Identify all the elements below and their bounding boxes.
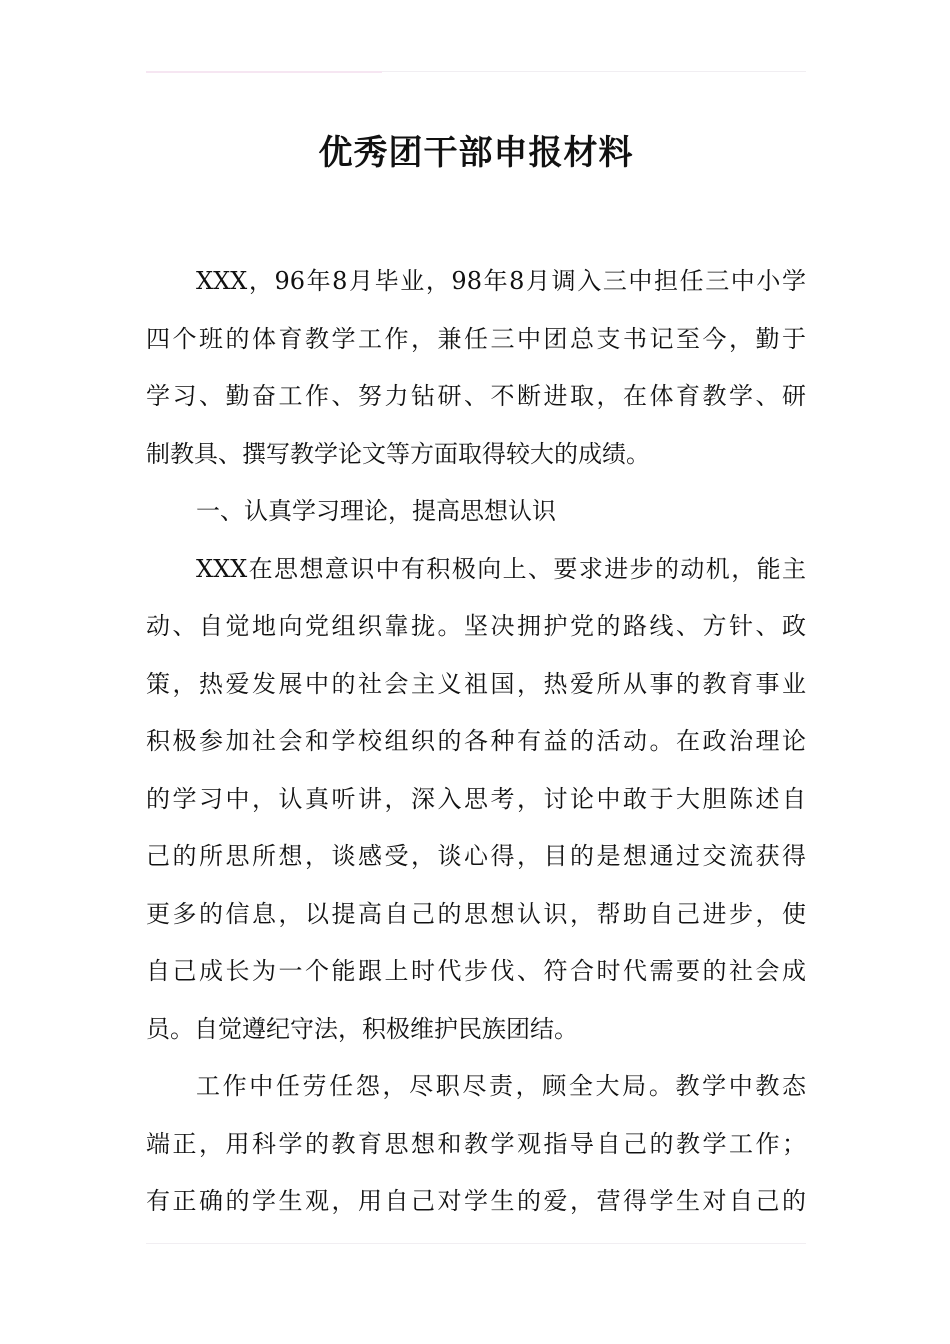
body-line: 工作中任劳任怨，尽职尽责，顾全大局。教学中教态 [196, 1072, 806, 1100]
document-body [146, 253, 806, 1231]
body-line: 员。自觉遵纪守法，积极维护民族团结。 [146, 1014, 578, 1043]
body-line: 的学习中，认真听讲，深入思考，讨论中敢于大胆陈述自 [146, 784, 806, 813]
body-line: 端正，用科学的教育思想和教学观指导自己的教学工作； [146, 1129, 806, 1158]
footer-rule [146, 1243, 806, 1244]
body-line: 更多的信息，以提高自己的思想认识，帮助自己进步，使 [146, 899, 806, 928]
body-line: 四个班的体育教学工作，兼任三中团总支书记至今，勤于 [146, 324, 806, 353]
body-line: 自己成长为一个能跟上时代步伐、符合时代需要的社会成 [146, 957, 806, 985]
body-line: XXX，96年8月毕业，98年8月调入三中担任三中小学 [196, 267, 806, 295]
body-line: XXX在思想意识中有积极向上、要求进步的动机，能主 [196, 554, 806, 583]
body-line: 动、自觉地向党组织靠拢。坚决拥护党的路线、方针、政 [146, 612, 806, 640]
body-line: 己的所思所想，谈感受，谈心得，目的是想通过交流获得 [146, 842, 806, 870]
document-title: 优秀团干部申报材料 [318, 133, 634, 173]
body-line: 积极参加社会和学校组织的各种有益的活动。在政治理论 [146, 727, 806, 755]
body-line: 有正确的学生观，用自己对学生的爱，营得学生对自己的 [146, 1187, 806, 1215]
header-rule-accent [146, 71, 382, 73]
header-rule [146, 71, 806, 72]
body-line: 策，热爱发展中的社会主义祖国，热爱所从事的教育事业 [146, 669, 806, 698]
body-line: 制教具、撰写教学论文等方面取得较大的成绩。 [146, 439, 650, 468]
body-line: 学习、勤奋工作、努力钻研、不断进取，在体育教学、研 [146, 382, 806, 410]
body-line: 一、认真学习理论，提高思想认识 [196, 497, 556, 525]
